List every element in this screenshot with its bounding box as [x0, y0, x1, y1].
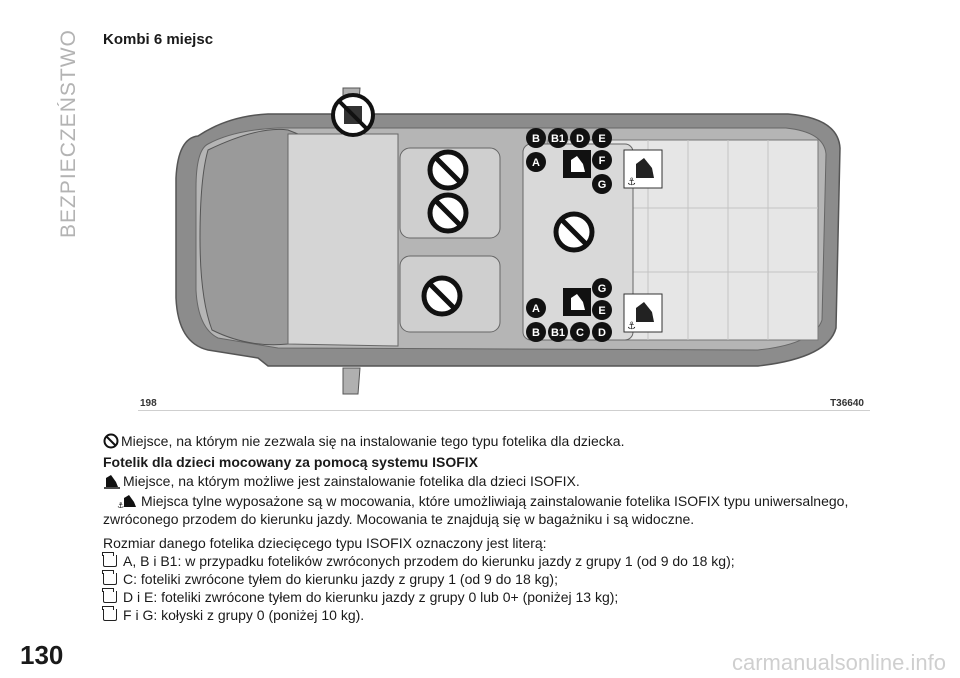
van-seat-diagram — [138, 58, 870, 411]
seat-bullet-icon — [103, 573, 117, 585]
svg-text:A: A — [532, 157, 540, 169]
prohibition-icon — [424, 278, 460, 314]
svg-text:⚓: ⚓ — [627, 321, 636, 332]
section-title: Kombi 6 miejsc — [103, 31, 214, 48]
isofix-anchor-icon — [624, 150, 662, 188]
svg-text:E: E — [598, 133, 606, 145]
figure-code: T36640 — [830, 398, 864, 409]
svg-text:⚓: ⚓ — [627, 177, 636, 188]
prohibition-icon — [430, 195, 466, 231]
list-item: D i E: foteliki zwrócone tyłem do kierunku jazdy z grupy 0 lub 0+ (poniżej 13 kg); — [103, 588, 883, 606]
svg-text:B: B — [532, 133, 540, 145]
figure-number: 198 — [140, 398, 157, 409]
size-bullet-list — [103, 552, 883, 624]
svg-text:A: A — [532, 303, 540, 315]
seat-size-label — [548, 128, 568, 148]
prohibition-icon — [103, 433, 119, 449]
seat-size-label — [526, 298, 546, 318]
van-illustration — [138, 58, 870, 410]
prohibition-icon — [430, 152, 466, 188]
isofix-possible-note: Miejsce, na którym możliwe jest zainstalowanie fotelika dla dzieci ISOFIX. — [103, 472, 883, 490]
svg-text:G: G — [597, 179, 607, 191]
seat-size-label — [592, 322, 612, 342]
svg-text:D: D — [598, 327, 606, 339]
prohibition-icon — [556, 214, 592, 250]
isofix-seat-icon — [103, 473, 121, 489]
not-allowed-note: Miejsce, na którym nie zezwala się na instalowanie tego typu fotelika dla dziecka. — [103, 432, 883, 450]
seat-bullet-icon — [103, 555, 117, 567]
isofix-seat-icon — [563, 150, 591, 178]
seat-size-label — [570, 128, 590, 148]
list-item: C: foteliki zwrócone tyłem do kierunku jazdy z grupy 1 (od 9 do 18 kg); — [103, 570, 883, 588]
watermark: carmanualsonline.info — [731, 650, 946, 675]
svg-text:⚓: ⚓ — [117, 501, 125, 509]
seat-bullet-icon — [103, 591, 117, 603]
svg-text:D: D — [576, 133, 584, 145]
seat-size-label — [526, 128, 546, 148]
rear-seats-note: ⚓ Miejsca tylne wyposażone są w mocowania, które umożliwiają zainstalowanie fotelika ISOFIX typu uniwersalnego, zwróconego przodem do kierunku jazdy. Mocowania te znajdują się w bagażniku i są widoczne. — [103, 493, 849, 527]
isofix-anchor-icon — [624, 294, 662, 332]
isofix-anchor-icon — [117, 493, 139, 509]
svg-text:B: B — [532, 327, 540, 339]
svg-text:E: E — [598, 305, 606, 317]
seat-size-label — [526, 322, 546, 342]
chapter-side-tab: BEZPIECZEŃSTWO — [57, 29, 80, 238]
seat-size-label — [592, 128, 612, 148]
page-number: 130 — [20, 640, 64, 670]
svg-text:F: F — [598, 155, 606, 167]
size-intro: Rozmiar danego fotelika dziecięcego typu ISOFIX oznaczony jest literą: — [103, 535, 547, 551]
airbag-warning-icon — [333, 95, 373, 135]
seat-size-label — [592, 300, 612, 320]
isofix-heading: Fotelik dla dzieci mocowany za pomocą systemu ISOFIX — [103, 454, 478, 470]
seat-size-label — [592, 278, 612, 298]
seat-size-label — [548, 322, 568, 342]
list-item: F i G: kołyski z grupy 0 (poniżej 10 kg). — [103, 606, 883, 624]
svg-text:B1: B1 — [550, 327, 566, 339]
svg-text:G: G — [597, 283, 607, 295]
svg-text:C: C — [576, 327, 584, 339]
seat-size-label — [526, 152, 546, 172]
svg-text:B1: B1 — [550, 133, 566, 145]
seat-size-label — [592, 150, 612, 170]
seat-size-label — [570, 322, 590, 342]
seat-bullet-icon — [103, 609, 117, 621]
list-item: A, B i B1: w przypadku fotelików zwróconych przodem do kierunku jazdy z grupy 1 (od 9 do 18 kg); — [103, 552, 883, 570]
seat-size-label — [592, 174, 612, 194]
isofix-seat-icon — [563, 288, 591, 316]
